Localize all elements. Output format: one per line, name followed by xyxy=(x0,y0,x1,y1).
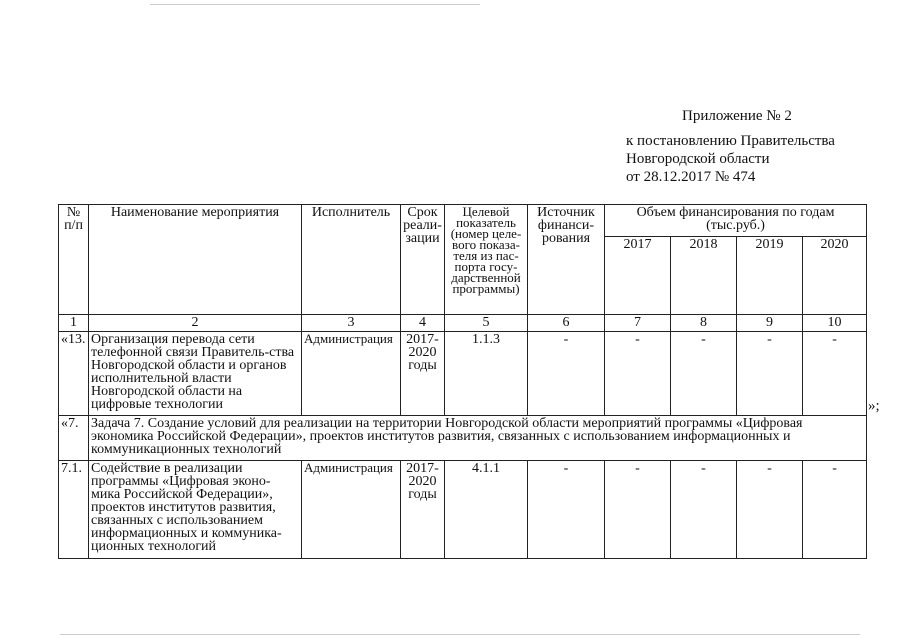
scan-artifact-top xyxy=(150,4,480,5)
row-value: - xyxy=(671,461,737,559)
header-num: № п/п xyxy=(59,205,89,315)
header-term: Срок реали-зации xyxy=(401,205,445,315)
row-target: 4.1.1 xyxy=(445,461,528,559)
row-executor: Администрация xyxy=(302,461,401,559)
column-number: 6 xyxy=(528,315,605,332)
row-value: - xyxy=(605,332,671,416)
appendix-title: Приложение № 2 xyxy=(682,108,792,124)
column-number: 10 xyxy=(803,315,867,332)
table-row xyxy=(59,332,867,416)
table-row xyxy=(59,461,867,559)
row-source: - xyxy=(528,332,605,416)
row-target: 1.1.3 xyxy=(445,332,528,416)
row-num: «7. xyxy=(59,416,89,461)
column-number: 2 xyxy=(89,315,302,332)
column-number: 4 xyxy=(401,315,445,332)
column-number: 9 xyxy=(737,315,803,332)
row-executor: Администрация xyxy=(302,332,401,416)
header-name: Наименование мероприятия xyxy=(89,205,302,315)
header-executor: Исполнитель xyxy=(302,205,401,315)
appendix-subtitle-line: от 28.12.2017 № 474 xyxy=(626,169,756,185)
row-value: - xyxy=(803,461,867,559)
row-value: - xyxy=(803,332,867,416)
column-number: 8 xyxy=(671,315,737,332)
header-source: Источник финанси-рования xyxy=(528,205,605,315)
row-name: Организация перевода сети телефонной связи Правитель-ства Новгородской области и органов исполнительной власти Новгородской области на цифровые технологии xyxy=(89,332,302,416)
row-value: - xyxy=(737,461,803,559)
header-funding-group: Объем финансирования по годам (тыс.руб.) xyxy=(605,205,867,237)
row-name: Содействие в реализации программы «Цифровая эконо-мика Российской Федерации», проектов институтов развития, связанных с использованием информационных и коммуника-ционных технологий xyxy=(89,461,302,559)
row-value: - xyxy=(737,332,803,416)
task-description: Задача 7. Создание условий для реализации на территории Новгородской области мероприятий программы «Цифровая экономика Российской Федерации», проектов институтов развития, связанных с использованием информационных и коммуникационных технологий xyxy=(89,416,867,461)
header-year: 2018 xyxy=(671,237,737,315)
row-value: - xyxy=(605,461,671,559)
row-source: - xyxy=(528,461,605,559)
row-term: 2017-2020 годы xyxy=(401,332,445,416)
row-num: 7.1. xyxy=(59,461,89,559)
table-row xyxy=(59,416,867,461)
row-value: - xyxy=(671,332,737,416)
header-target: Целевой показатель (номер целе-вого показа-теля из пас-порта госу-дарственной программы) xyxy=(445,205,528,315)
column-number: 1 xyxy=(59,315,89,332)
row-term: 2017-2020 годы xyxy=(401,461,445,559)
appendix-subtitle-line: к постановлению Правительства xyxy=(626,133,835,149)
scan-artifact-bottom xyxy=(60,634,860,635)
column-number: 7 xyxy=(605,315,671,332)
row-num: «13. xyxy=(59,332,89,416)
header-year: 2019 xyxy=(737,237,803,315)
funding-table xyxy=(58,204,867,559)
column-number: 3 xyxy=(302,315,401,332)
appendix-subtitle-line: Новгородской области xyxy=(626,151,770,167)
quote-end-mark: »; xyxy=(868,398,880,414)
column-number: 5 xyxy=(445,315,528,332)
header-year: 2020 xyxy=(803,237,867,315)
header-year: 2017 xyxy=(605,237,671,315)
